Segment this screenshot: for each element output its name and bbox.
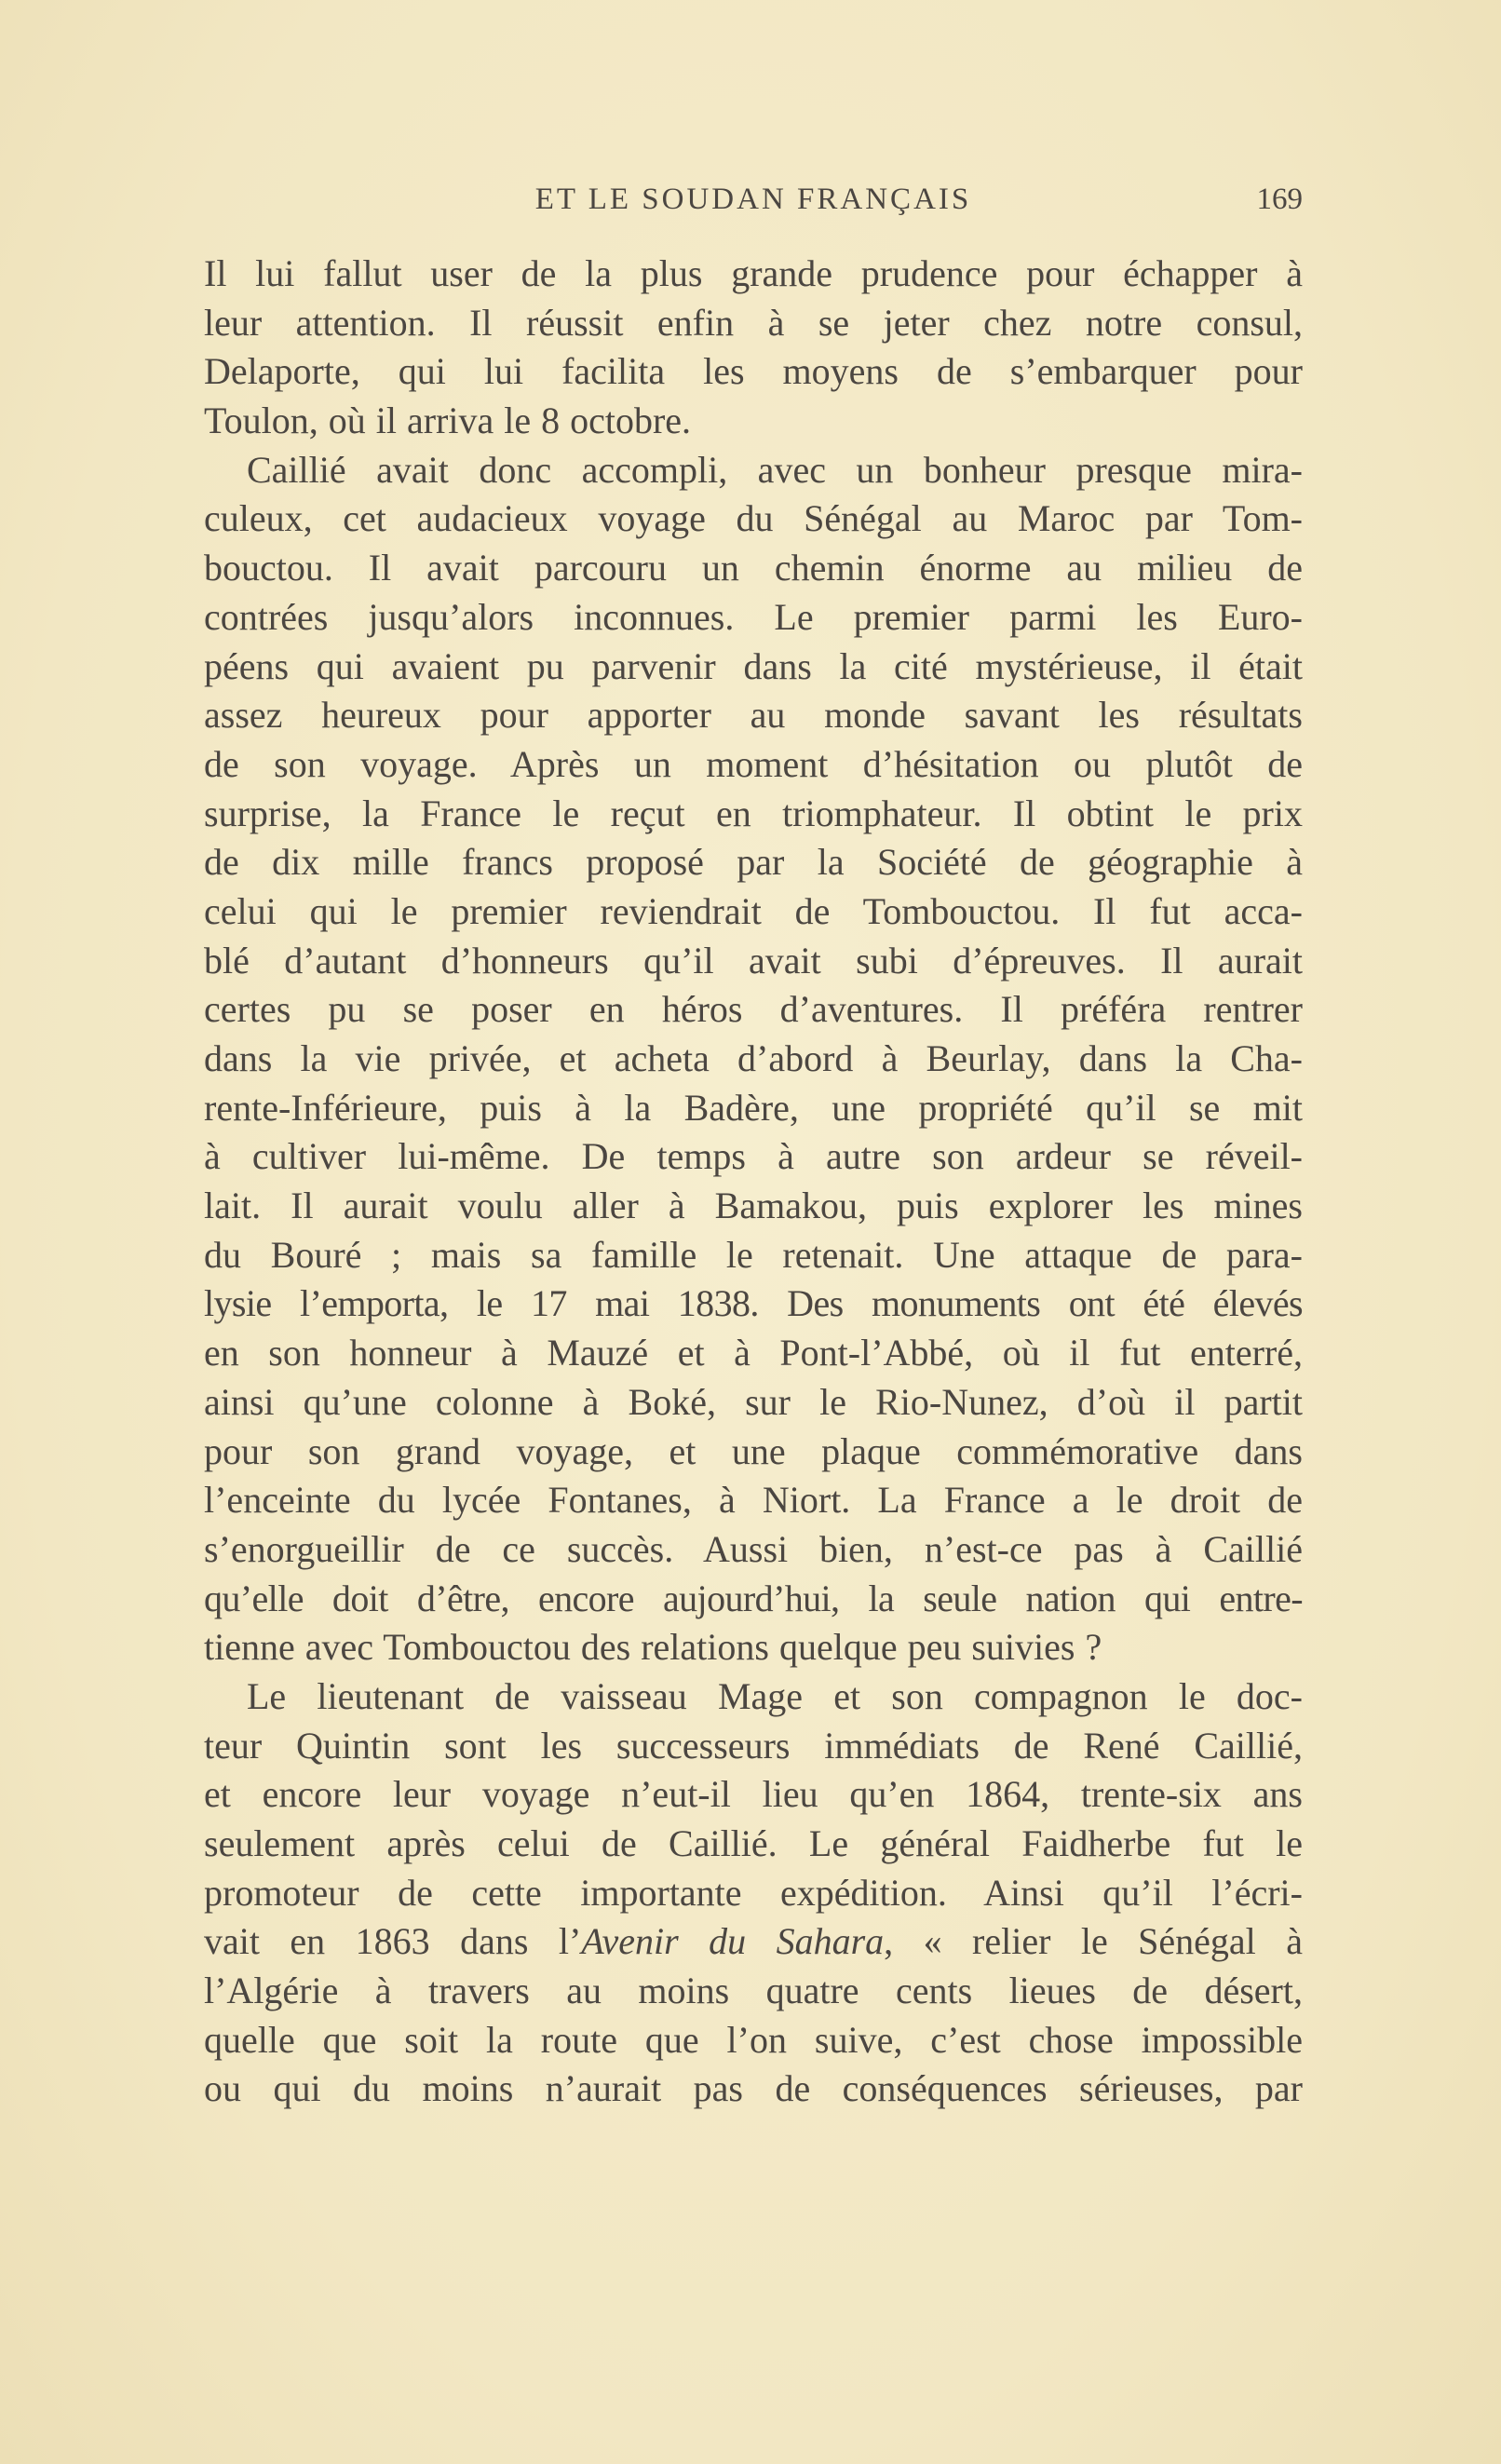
text-line: ou qui du moins n’aurait pas de conséquences sérieuses, par — [204, 2067, 1303, 2110]
text-line: promoteur de cette importante expédition. Ainsi qu’il l’écri- — [204, 1871, 1303, 1914]
text-line: à cultiver lui-même. De temps à autre son ardeur se réveil- — [204, 1135, 1303, 1178]
text-line: seulement après celui de Caillié. Le général Faidherbe fut le — [204, 1822, 1303, 1864]
text-line: lysie l’emporta, le 17 mai 1838. Des monuments ont été élevés — [204, 1282, 1303, 1325]
text-line: assez heureux pour apporter au monde savant les résultats — [204, 694, 1303, 737]
text-line: du Bouré ; mais sa famille le retenait. Une attaque de para- — [204, 1233, 1303, 1276]
text-line: de dix mille francs proposé par la Société de géographie à — [204, 841, 1303, 884]
text-line: rente-Inférieure, puis à la Badère, une propriété qu’il se mit — [204, 1086, 1303, 1129]
text-line: Delaporte, qui lui facilita les moyens de s’embarquer pour — [204, 350, 1303, 393]
text-line: Il lui fallut user de la plus grande prudence pour échapper à — [204, 252, 1303, 294]
text-line: tienne avec Tombouctou des relations quelque peu suivies ? — [204, 1626, 1102, 1669]
text-line: péens qui avaient pu parvenir dans la cité mystérieuse, il était — [204, 644, 1303, 687]
text-line: Le lieutenant de vaisseau Mage et son compagnon le doc- — [247, 1674, 1303, 1717]
italic-title: Avenir du Sahara — [581, 1920, 885, 1963]
text-line: lait. Il aurait voulu aller à Bamakou, puis explorer les mines — [204, 1185, 1303, 1227]
text-line: surprise, la France le reçut en triomphateur. Il obtint le prix — [204, 792, 1303, 834]
text-line: s’enorgueillir de ce succès. Aussi bien, n’est-ce pas à Caillié — [204, 1527, 1303, 1570]
text-line: certes pu se poser en héros d’aventures. Il préféra rentrer — [204, 988, 1303, 1031]
text-line: culeux, cet audacieux voyage du Sénégal au Maroc par Tom- — [204, 497, 1303, 540]
text-line: l’enceinte du lycée Fontanes, à Niort. La France a le droit de — [204, 1479, 1303, 1522]
text-line: dans la vie privée, et acheta d’abord à Beurlay, dans la Cha- — [204, 1037, 1303, 1079]
text-line: contrées jusqu’alors inconnues. Le premier parmi les Euro- — [204, 595, 1303, 638]
text-line: Toulon, où il arriva le 8 octobre. — [204, 399, 692, 442]
text-line: pour son grand voyage, et une plaque commémorative dans — [204, 1429, 1303, 1472]
page-number: 169 — [1256, 183, 1303, 216]
text-segment: , « relier le Sénégal à — [884, 1920, 1303, 1963]
text-line: quelle que soit la route que l’on suive, c’est chose impossible — [204, 2018, 1303, 2061]
text-line: et encore leur voyage n’eut-il lieu qu’en 1864, trente-six ans — [204, 1773, 1303, 1816]
page-header — [204, 179, 1303, 223]
text-line: leur attention. Il réussit enfin à se jeter chez notre consul, — [204, 301, 1303, 344]
text-line: bouctou. Il avait parcouru un chemin énorme au milieu de — [204, 547, 1303, 589]
text-line: celui qui le premier reviendrait de Tombouctou. Il fut acca- — [204, 889, 1303, 932]
text-line: en son honneur à Mauzé et à Pont-l’Abbé, où il fut enterré, — [204, 1332, 1303, 1374]
text-line: qu’elle doit d’être, encore aujourd’hui, la seule nation qui entre- — [204, 1577, 1303, 1619]
text-line: blé d’autant d’honneurs qu’il avait subi d’épreuves. Il aurait — [204, 939, 1303, 982]
running-title: ET LE SOUDAN FRANÇAIS — [534, 183, 972, 216]
text-segment: vait en 1863 dans l’ — [204, 1920, 582, 1963]
text-line: de son voyage. Après un moment d’hésitation ou plutôt de — [204, 742, 1303, 785]
text-line: teur Quintin sont les successeurs immédiats de René Caillié, — [204, 1724, 1303, 1767]
text-line: l’Algérie à travers au moins quatre cents lieues de désert, — [204, 1970, 1303, 2012]
text-line — [204, 1917, 1303, 1967]
body-text — [204, 250, 1303, 2114]
text-line: ainsi qu’une colonne à Boké, sur le Rio-Nunez, d’où il partit — [204, 1380, 1303, 1423]
text-line: Caillié avait donc accompli, avec un bonheur presque mira- — [247, 448, 1303, 491]
